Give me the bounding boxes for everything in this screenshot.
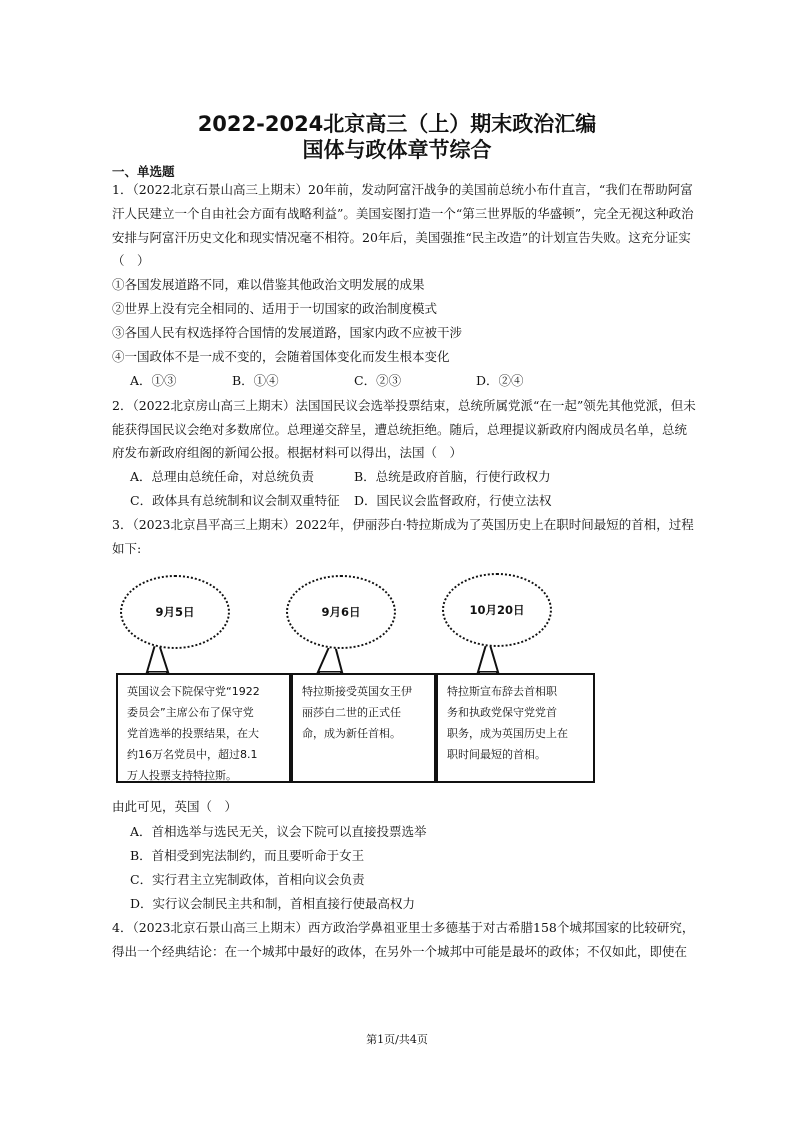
- q2-option-a: A．总理由总统任命，对总统负责: [130, 469, 315, 484]
- section-heading: 一、单选题: [112, 164, 175, 179]
- box-line: 党首选举的投票结果，在大: [127, 727, 259, 740]
- event-box-2: [291, 673, 436, 783]
- q4-line-1: 4．（2023北京石景山高三上期末）西方政治学鼻祖亚里士多德基于对古希腊158个城邦国家的比较研究，: [112, 920, 695, 935]
- page-subtitle: 国体与政体章节综合: [302, 138, 492, 162]
- q2-option-b: B．总统是政府首脑，行使行政权力: [354, 469, 551, 484]
- date-bubble-sep-6: [286, 575, 396, 649]
- q1-line-3: 安排与阿富汗历史文化和现实情况毫不相符。20年后，美国强推“民主改造”的计划宣告失败。这充分证实: [112, 230, 691, 245]
- q2-line-2: 能获得国民议会绝对多数席位。总理递交辞呈，遭总统拒绝。随后，总理提议新政府内阁成员名单，总统: [112, 422, 688, 437]
- q3-option-c: C．实行君主立宪制政体，首相向议会负责: [130, 872, 365, 887]
- q2-line-3: 府发布新政府组阁的新闻公报。根据材料可以得出，法国（ ）: [112, 445, 463, 460]
- q1-item-2: ②世界上没有完全相同的、适用于一切国家的政治制度模式: [112, 301, 438, 316]
- box-line: 职务，成为英国历史上在: [447, 727, 568, 740]
- q3-line-1: 3．（2023北京昌平高三上期末）2022年，伊丽莎白·特拉斯成为了英国历史上在职时间最短的首相，过程: [112, 517, 694, 532]
- page-title: 2022-2024北京高三（上）期末政治汇编: [197, 112, 597, 136]
- q3-line-2: 如下:: [112, 541, 142, 556]
- q2-option-d: D．国民议会监督政府，行使立法权: [354, 493, 552, 508]
- box-line: 特拉斯宣布辞去首相职: [447, 685, 557, 698]
- date-label: 9月6日: [321, 605, 361, 619]
- q1-option-c: C．②③: [354, 373, 402, 388]
- date-label: 10月20日: [469, 603, 525, 617]
- q1-option-d: D．②④: [476, 373, 524, 388]
- q1-item-4: ④一国政体不是一成不变的，会随着国体变化而发生根本变化: [112, 349, 450, 364]
- page-number: 第1页/共4页: [366, 1033, 428, 1046]
- event-box-1: [116, 673, 291, 783]
- box-line: 丽莎白二世的正式任: [302, 706, 401, 719]
- q1-item-3: ③各国人民有权选择符合国情的发展道路，国家内政不应被干涉: [112, 325, 463, 340]
- box-line: 职时间最短的首相。: [447, 748, 546, 761]
- box-line: 英国议会下院保守党“1922: [127, 685, 260, 698]
- date-label: 9月5日: [155, 605, 195, 619]
- box-line: 命，成为新任首相。: [302, 727, 401, 740]
- box-line: 委员会”主席公布了保守党: [127, 706, 254, 719]
- q2-option-c: C．政体具有总统制和议会制双重特征: [130, 493, 340, 508]
- date-bubble-oct-20: [442, 573, 552, 647]
- q1-line-2: 汗人民建立一个自由社会方面有战略利益”。美国妄图打造一个“第三世界版的华盛顿”，完全无视这种政治: [112, 206, 694, 221]
- q1-item-1: ①各国发展道路不同，难以借鉴其他政治文明发展的成果: [112, 277, 425, 292]
- q1-line-1: 1．（2022北京石景山高三上期末）20年前，发动阿富汗战争的美国前总统小布什直言，“我们在帮助阿富: [112, 182, 693, 197]
- q1-option-b: B．①④: [232, 373, 279, 388]
- q1-option-a: A．①③: [130, 373, 177, 388]
- date-bubble-sep-5: [120, 575, 230, 649]
- q3-stem: 由此可见，英国（ ）: [112, 799, 238, 814]
- box-line: 务和执政党保守党党首: [447, 706, 557, 719]
- event-box-3: [436, 673, 595, 783]
- q4-line-2: 得出一个经典结论：在一个城邦中最好的政体，在另外一个城邦中可能是最坏的政体；不仅如此，即使在: [112, 944, 688, 959]
- q2-line-1: 2．（2022北京房山高三上期末）法国国民议会选举投票结束，总统所属党派“在一起”领先其他党派，但未: [112, 398, 696, 413]
- q3-option-d: D．实行议会制民主共和制，首相直接行使最高权力: [130, 896, 416, 911]
- box-line: 特拉斯接受英国女王伊: [302, 685, 412, 698]
- box-line: 约16万名党员中，超过8.1: [127, 748, 258, 761]
- q3-option-a: A．首相选举与选民无关，议会下院可以直接投票选举: [130, 824, 427, 839]
- box-line: 万人投票支持特拉斯。: [127, 769, 237, 782]
- q3-option-b: B．首相受到宪法制约，而且要听命于女王: [130, 848, 365, 863]
- q1-line-4: （ ）: [112, 253, 150, 268]
